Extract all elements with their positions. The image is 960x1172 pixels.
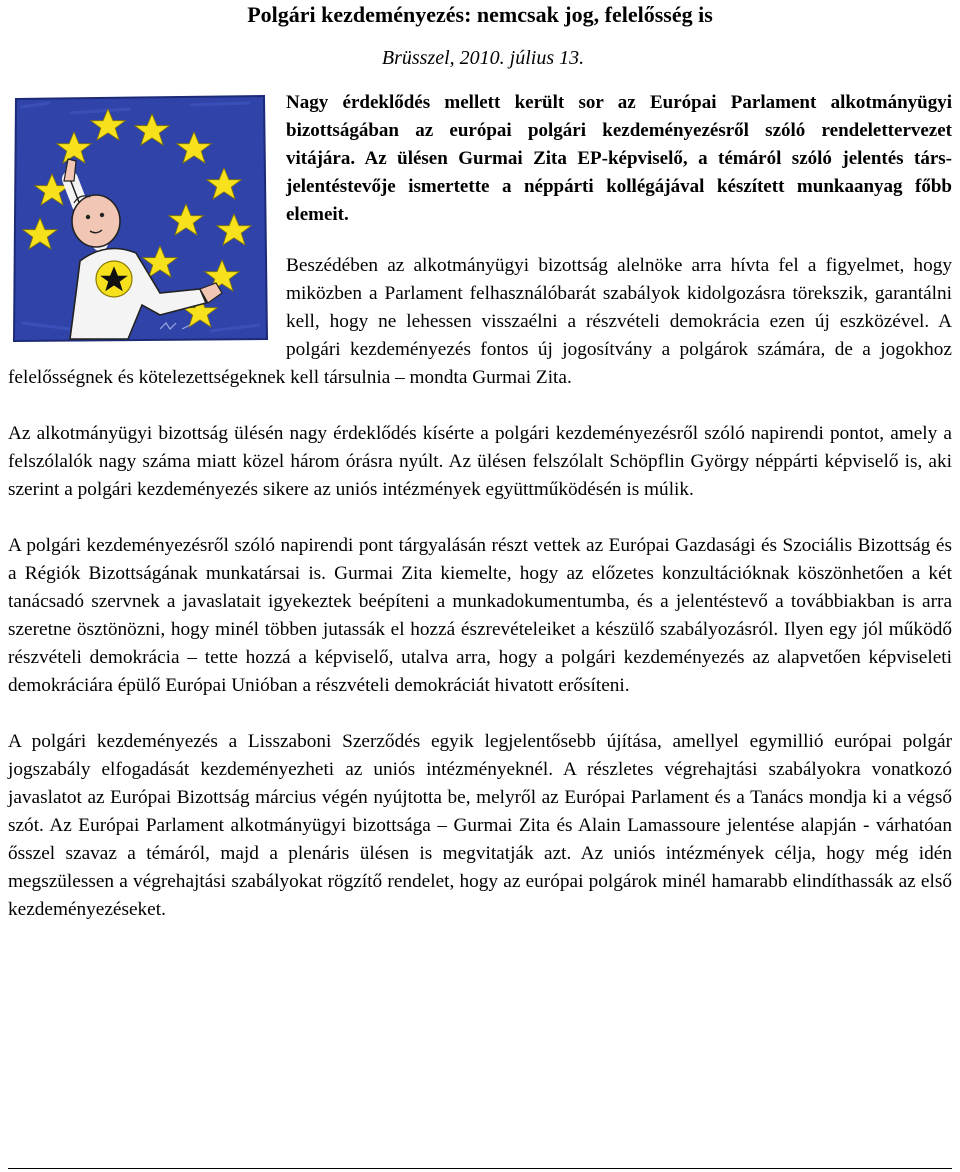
document-page <box>8 0 952 924</box>
article-paragraph-4: A polgári kezdeményezés a Lisszaboni Szerződés egyik legjelentősebb újítása, amellyel egymillió európai polgár jogszabály elfogadását kezdeményezheti az uniós intézményeknél. A részletes végrehajtási szabályokra vonatkozó javaslatot az Európai Bizottság március végén nyújtotta be, melyről az Európai Parlament és a Tanács mondja ki a végső szót. Az Európai Parlament alkotmányügyi bizottsága – Gurmai Zita és Alain Lamassoure jelentése alapján - várhatóan ősszel szavaz a témáról, majd a plenáris ülésen is megvitatják azt. Az uniós intézmények célja, hogy még idén megszülessen a végrehajtási szabályokat rögzítő rendelet, hogy az európai polgárok minél hamarabb elindíthassák az első kezdeményezéseket. <box>8 731 952 920</box>
article-paragraph-1: Beszédében az alkotmányügyi bizottság alelnöke arra hívta fel a figyelmet, hogy miközben a Parlament felhasználóbarát szabályok kidolgozásra törekszik, garantálni kell, hogy ne lehessen visszaélni a részvételi demokrácia ezen új eszközével. A polgári kezdeményezés fontos új jogosítvány a polgárok számára, de a jogokhoz felelősségnek és kötelezettségeknek kell társulnia – mondta Gurmai Zita. <box>8 255 952 388</box>
article-dateline: Brüsszel, 2010. július 13. <box>381 47 585 69</box>
article-paragraph-2: Az alkotmányügyi bizottság ülésén nagy érdeklődés kísérte a polgári kezdeményezésről szóló napirendi pontot, amely a felszólalók nagy száma miatt közel három órásra nyúlt. Az ülésen felszólalt Schöpflin György néppárti képviselő is, aki szerint a polgári kezdeményezés sikere az uniós intézmények együttműködésén is múlik. <box>8 423 952 500</box>
article-title: Polgári kezdeményezés: nemcsak jog, felelősség is <box>247 2 713 27</box>
article-paragraph-3: A polgári kezdeményezésről szóló napirendi pont tárgyalásán részt vettek az Európai Gazdasági és Szociális Bizottság és a Régiók Bizottságának munkatársai is. Gurmai Zita kiemelte, hogy az előzetes konzultációknak köszönhetően a két tanácsadó szervnek a javaslatait igyekeztek beépíteni a munkadokumentumba, és a jelentéstevő a továbbiakban is arra szeretne ösztönözni, hogy minél többen jutassák el hozzá észrevételeiket a készülő szabályozásról. Ilyen egy jól működő részvételi demokrácia – tette hozzá a képviselő, utalva arra, hogy a polgári kezdeményezés az alapvetően képviseleti demokráciára épülő Európai Unióban a részvételi demokráciát hivatott erősíteni. <box>8 535 952 696</box>
article-lead: Nagy érdeklődés mellett került sor az Európai Parlament alkotmányügyi bizottságában az európai polgári kezdeményezésről szóló rendelettervezet vitájára. Az ülésen Gurmai Zita EP-képviselő, a témáról szóló jelentés társ-jelentéstevője ismertette a néppárti kollégájával készített munkaanyag főbb elemeit. <box>286 92 952 225</box>
footer-rule <box>8 1168 952 1169</box>
eu-flag-cartoon-icon <box>10 93 272 345</box>
